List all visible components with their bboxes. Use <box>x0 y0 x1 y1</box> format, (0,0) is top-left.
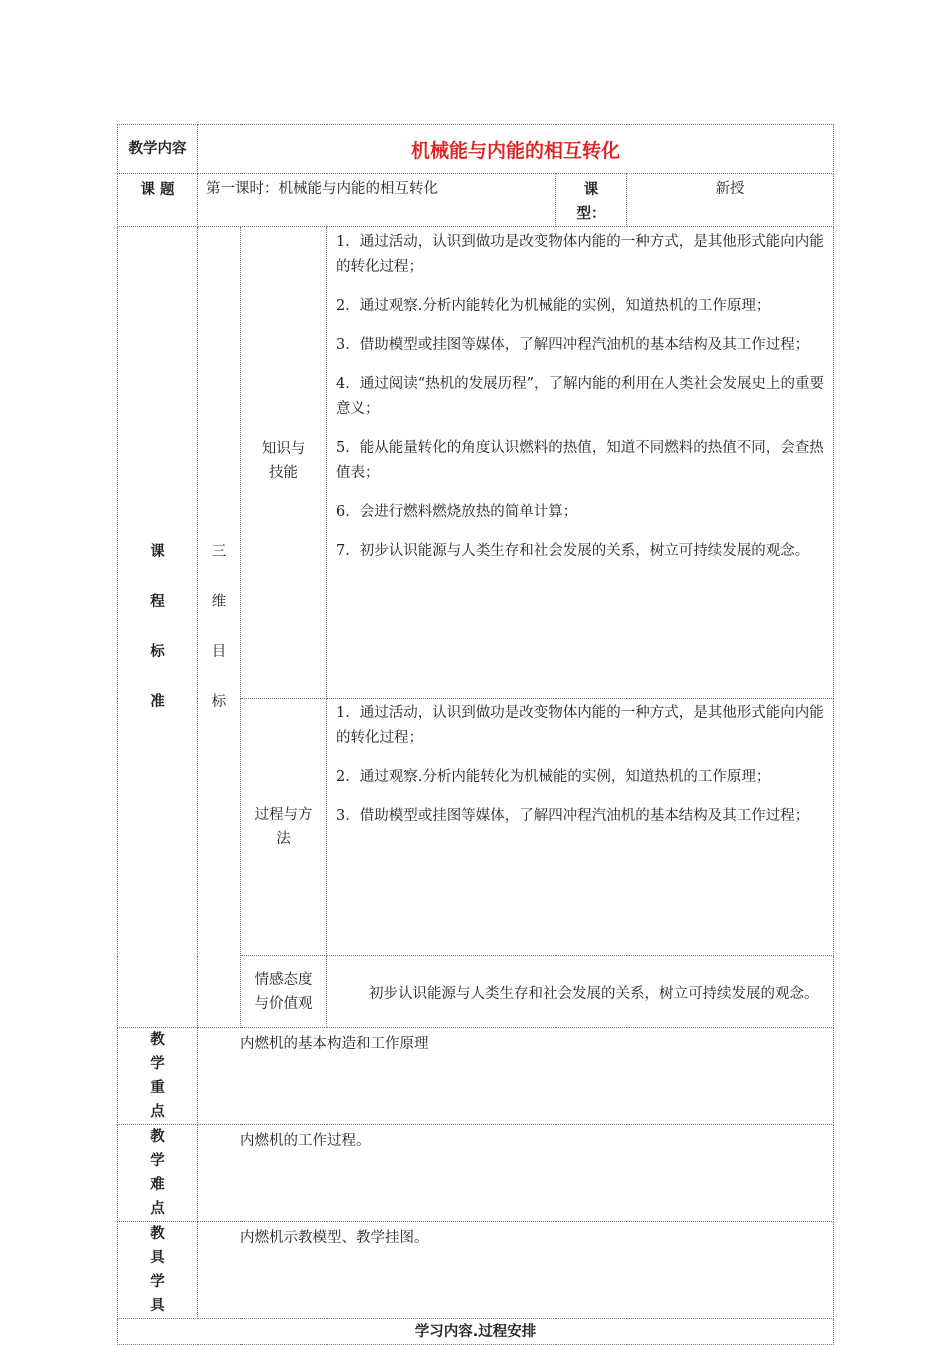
process-method-label: 过程与方法 <box>241 699 327 956</box>
lesson-type-value: 新授 <box>627 174 834 227</box>
goal-item: 5．能从能量转化的角度认识燃料的热值，知道不同燃料的热值不同，会查热值表； <box>336 440 824 481</box>
standard-char: 程 <box>150 594 165 610</box>
lesson-plan-page <box>117 124 833 1345</box>
difficulties-label: 教学难点 <box>118 1125 198 1222</box>
curriculum-standard-label <box>118 227 198 1028</box>
dimension-char: 三 <box>211 544 227 560</box>
dimension-char: 维 <box>211 594 227 610</box>
attitude-values-label: 情感态度与价值观 <box>241 956 327 1028</box>
tools-label: 教具学具 <box>118 1222 198 1319</box>
lesson-title: 机械能与内能的相互转化 <box>198 125 834 174</box>
topic-label: 课 题 <box>118 174 198 227</box>
knowledge-skills-goals <box>327 227 834 699</box>
difficulties-value: 内燃机的工作过程。 <box>198 1125 834 1222</box>
standard-char: 标 <box>150 644 165 660</box>
process-method-goals <box>327 699 834 956</box>
goal-item: 3．借助模型或挂图等媒体，了解四冲程汽油机的基本结构及其工作过程； <box>336 337 810 353</box>
content-label: 教学内容 <box>118 125 198 174</box>
goal-item: 1．通过活动，认识到做功是改变物体内能的一种方式，是其他形式能向内能的转化过程； <box>336 234 824 275</box>
goal-item: 1．通过活动，认识到做功是改变物体内能的一种方式，是其他形式能向内能的转化过程； <box>336 705 824 746</box>
three-dimension-goals-label <box>198 227 241 1028</box>
standard-char: 准 <box>150 694 165 710</box>
lesson-type-label: 课型： <box>556 174 627 227</box>
key-points-label: 教学重点 <box>118 1028 198 1125</box>
lesson-plan-table <box>117 124 834 1345</box>
goal-item: 2．通过观察.分析内能转化为机械能的实例，知道热机的工作原理； <box>336 298 771 314</box>
goal-item: 7．初步认识能源与人类生存和社会发展的关系，树立可持续发展的观念。 <box>336 543 810 559</box>
topic-value: 第一课时：机械能与内能的相互转化 <box>198 174 556 227</box>
dimension-char: 目 <box>211 644 227 660</box>
learning-process-header: 学习内容.过程安排 <box>118 1319 834 1345</box>
standard-char: 课 <box>150 544 165 560</box>
goal-item: 3．借助模型或挂图等媒体，了解四冲程汽油机的基本结构及其工作过程； <box>336 808 810 824</box>
key-points-value: 内燃机的基本构造和工作原理 <box>198 1028 834 1125</box>
tools-value: 内燃机示教模型、教学挂图。 <box>198 1222 834 1319</box>
goal-item: 6．会进行燃料燃烧放热的简单计算； <box>336 504 578 520</box>
attitude-values-goal: 初步认识能源与人类生存和社会发展的关系，树立可持续发展的观念。 <box>327 956 834 1028</box>
goal-item: 2．通过观察.分析内能转化为机械能的实例，知道热机的工作原理； <box>336 769 771 785</box>
knowledge-skills-label: 知识与技能 <box>241 227 327 699</box>
dimension-char: 标 <box>211 694 227 710</box>
goal-item: 4．通过阅读“热机的发展历程”，了解内能的利用在人类社会发展史上的重要意义； <box>336 376 825 417</box>
